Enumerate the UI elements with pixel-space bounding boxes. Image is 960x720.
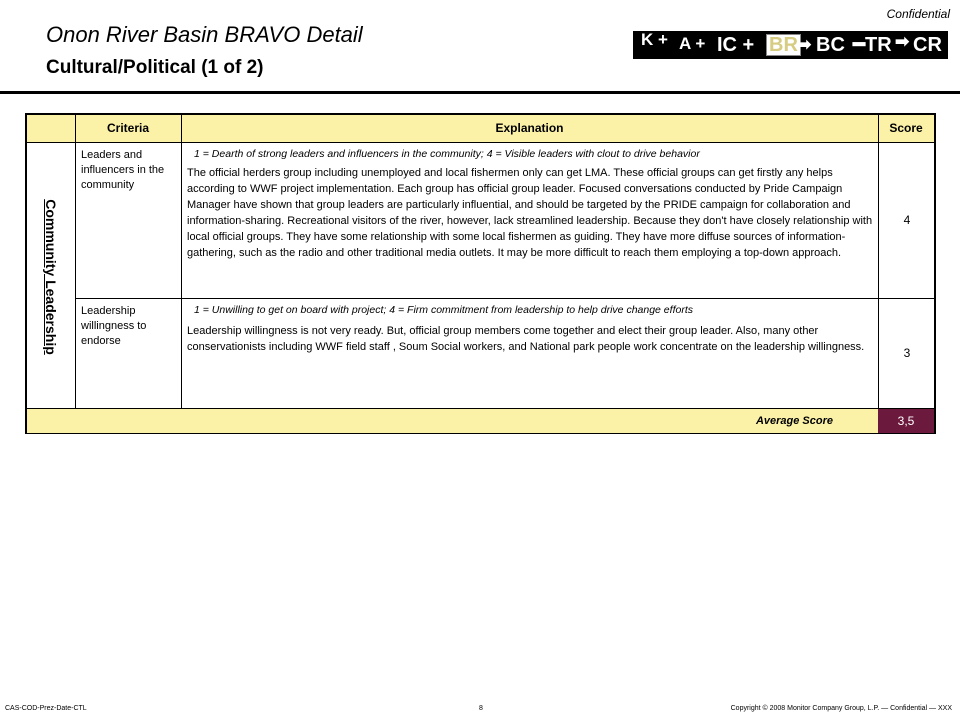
title-divider: [0, 91, 960, 94]
row-1-scale: 1 = Dearth of strong leaders and influencers in the community; 4 = Visible leaders with clout to drive behavior: [194, 148, 700, 160]
column-header-criteria: Criteria: [106, 121, 150, 135]
banner-tr: ━TR: [853, 34, 892, 56]
divider: [878, 115, 879, 432]
row-2-score: 3: [903, 346, 911, 360]
average-score-label: Average Score: [755, 415, 833, 427]
banner-bc: BC: [816, 34, 845, 56]
arrow-right-icon: ➡: [797, 35, 812, 54]
row-1-score: 4: [903, 213, 911, 227]
row-2-criteria: Leadership willingness to endorse: [81, 305, 147, 347]
row-1-explanation: The official herders group including unemployed and local fishermen only can get LMA. These official groups can get firstly any helps according to WWF project implementation. Each group has official group leader. Focused conversations conducted by Pride Campaign Manager have shown that group leaders are particularly influential, and should be targeted by the PRIDE campaign for collaboration and information-sharing. Recreational visitors of the river, however, lack streamlined leadership. Because they don't have closely relationship with local official groups. They have some relationship with some local fishermen as guiding. They have more diffuse sources of information-gathering, such as the radio and other traditional media outlets. It may be more difficult to reach them employing a top-down approach.: [187, 167, 873, 259]
footer-copyright: Copyright © 2008 Monitor Company Group, L.P. — Confidential — XXX: [730, 705, 952, 712]
confidential-label: Confidential: [886, 7, 950, 21]
footer-doc-code: CAS-COD-Prez-Date-CTL: [5, 705, 87, 712]
average-score-value: 3,5: [878, 409, 934, 433]
category-label-text: Community Leadership: [43, 198, 59, 355]
divider: [75, 115, 76, 408]
bravo-progress-banner: [633, 31, 948, 59]
row-2-explanation: Leadership willingness is not very ready. But, official group members come together and elect their group leader. Also, many other conservationists including WWF field staff , Soum Social workers, and National park people work concentrate on the leadership willingness.: [187, 325, 865, 353]
footer-page-number: 8: [479, 705, 483, 712]
average-row: [27, 408, 934, 433]
banner-k: K +: [641, 30, 668, 49]
arrow-right-icon: ➡: [895, 32, 910, 51]
banner-br-highlight: BR: [766, 34, 801, 56]
table-header: [27, 115, 934, 143]
page-title: Onon River Basin BRAVO Detail: [46, 22, 363, 47]
divider: [75, 298, 934, 299]
column-header-explanation: Explanation: [495, 121, 564, 135]
banner-ic: IC +: [717, 34, 755, 56]
category-label: [27, 143, 75, 410]
banner-a: A +: [679, 34, 706, 53]
banner-cr: CR: [913, 34, 942, 56]
row-1-criteria: Leaders and influencers in the community: [81, 149, 165, 191]
divider: [181, 115, 182, 408]
criteria-table: [25, 113, 936, 434]
column-header-score: Score: [889, 121, 923, 135]
row-2-scale: 1 = Unwilling to get on board with project; 4 = Firm commitment from leadership to help drive change efforts: [194, 304, 693, 316]
page-subtitle: Cultural/Political (1 of 2): [46, 57, 264, 78]
